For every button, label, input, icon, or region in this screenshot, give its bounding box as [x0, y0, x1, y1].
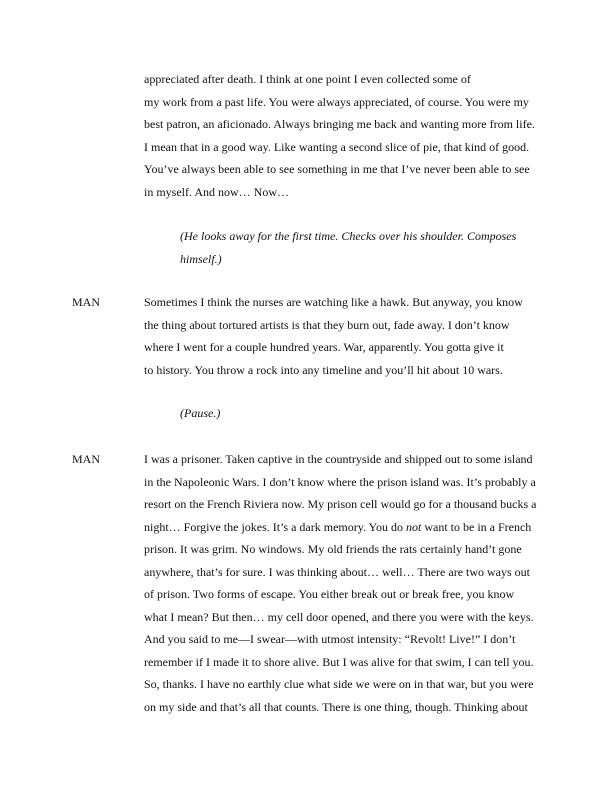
character-name: MAN: [72, 295, 101, 309]
dialogue-text: night… Forgive the jokes. It’s a dark memory. You do: [144, 519, 406, 534]
dialogue-line: my work from a past life. You were always appreciated, of course. You were my: [144, 94, 529, 109]
stage-direction-line: himself.): [180, 251, 222, 266]
dialogue-line: appreciated after death. I think at one point I even collected some of: [144, 72, 471, 86]
dialogue-line: to history. You throw a rock into any timeline and you’ll hit about 10 wars.: [144, 362, 503, 377]
dialogue-line: I was a prisoner. Taken captive in the countryside and shipped out to some island: [144, 452, 533, 466]
dialogue-line: what I mean? But then… my cell door opened, and there you were with the keys.: [144, 609, 534, 624]
dialogue-line: where I went for a couple hundred years. War, apparently. You gotta give it: [144, 340, 504, 354]
dialogue-line: remember if I made it to shore alive. But I was alive for that swim, I can tell you.: [144, 654, 534, 669]
dialogue-line: I mean that in a good way. Like wanting a second slice of pie, that kind of good.: [144, 139, 530, 154]
dialogue-line: in myself. And now… Now…: [144, 184, 289, 199]
stage-direction-line: (He looks away for the first time. Checks over his shoulder. Composes: [180, 229, 517, 243]
dialogue-text: want to be in a French: [421, 519, 532, 534]
dialogue-line: of prison. Two forms of escape. You either break out or break free, you know: [144, 587, 515, 601]
dialogue-line: resort on the French Riviera now. My prison cell would go for a thousand bucks a: [144, 497, 537, 511]
dialogue-line: the thing about tortured artists is that they burn out, fade away. I don’t know: [144, 317, 510, 332]
dialogue-line: anywhere, that’s for sure. I was thinking about… well… There are two ways out: [144, 564, 531, 579]
dialogue-line: And you said to me—I swear—with utmost intensity: “Revolt! Live!” I don’t: [144, 632, 516, 646]
dialogue-line: You’ve always been able to see something in me that I’ve never been able to see: [144, 162, 530, 176]
dialogue-line: [144, 520, 531, 534]
stage-direction-line: (Pause.): [180, 406, 221, 420]
dialogue-line: on my side and that’s all that counts. There is one thing, though. Thinking about: [144, 699, 528, 714]
dialogue-line: best patron, an aficionado. Always bringing me back and wanting more from life.: [144, 117, 535, 131]
emphasis-text: not: [405, 519, 422, 534]
dialogue-line: Sometimes I think the nurses are watching like a hawk. But anyway, you know: [144, 295, 523, 309]
dialogue-line: So, thanks. I have no earthly clue what side we were on in that war, but you were: [144, 677, 534, 691]
dialogue-line: in the Napoleonic Wars. I don’t know where the prison island was. It’s probably a: [144, 474, 536, 489]
character-name: MAN: [72, 452, 101, 466]
dialogue-line: prison. It was grim. No windows. My old friends the rats certainly hand’t gone: [144, 542, 522, 556]
